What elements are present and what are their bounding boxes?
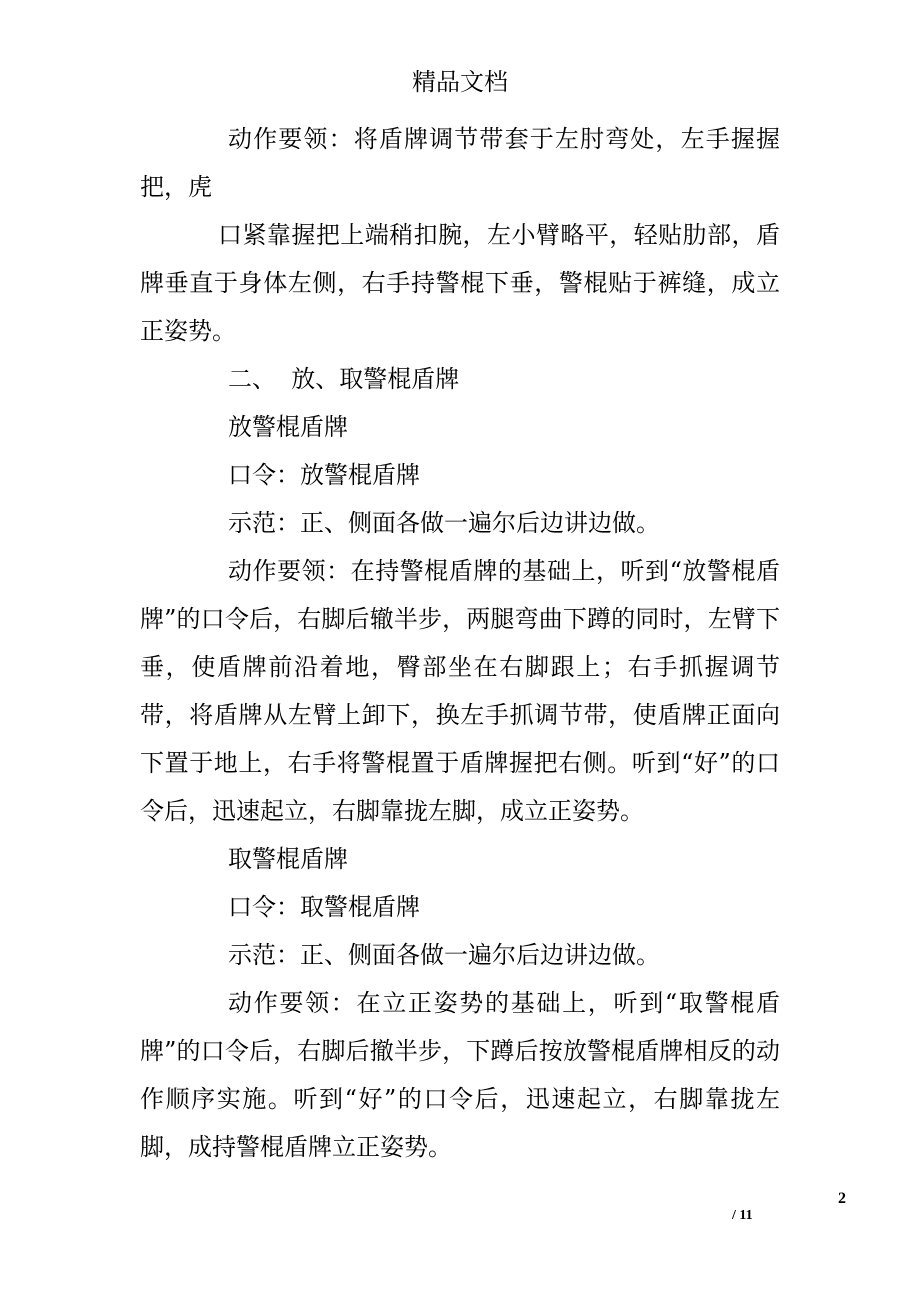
page-total: / 11 (732, 1208, 753, 1223)
demo-take: 示范：正、侧面各做一遍尔后边讲边做。 (228, 941, 660, 969)
command-place: 口令：放警棍盾牌 (228, 461, 420, 489)
paragraph-action-essentials-continued: 口紧靠握把上端稍扣腕，左小臂略平，轻贴肋部，盾牌垂直于身体左侧，右手持警棍下垂，警棍贴于裤缝，成立正姿势。 (140, 221, 780, 345)
section-heading: 二、 放、取警棍盾牌 (228, 365, 460, 393)
command-take: 口令：取警棍盾牌 (228, 893, 420, 921)
paragraph-take-essentials: 动作要领：在立正姿势的基础上，听到“取警棍盾牌”的口令后，右脚后撤半步，下蹲后按放警棍盾牌相反的动作顺序实施。听到“好”的口令后，迅速起立，右脚靠拢左脚，成持警棍盾牌立正姿势。 (140, 989, 780, 1161)
document-body (140, 115, 780, 1171)
page-header-title: 精品文档 (412, 68, 508, 96)
paragraph-place-essentials: 动作要领：在持警棍盾牌的基础上，听到“放警棍盾牌”的口令后，右脚后辙半步，两腿弯曲下蹲的同时，左臂下垂，使盾牌前沿着地，臀部坐在右脚跟上；右手抓握调节带，将盾牌从左臂上卸下，换左手抓调节带，使盾牌正面向下置于地上，右手将警棍置于盾牌握把右侧。听到“好”的口令后，迅速起立，右脚靠拢左脚，成立正姿势。 (140, 557, 780, 825)
subsection-title-place: 放警棍盾牌 (228, 413, 348, 441)
paragraph-action-essentials-1: 动作要领：将盾牌调节带套于左肘弯处，左手握握把，虎 (140, 125, 780, 201)
subsection-title-take: 取警棍盾牌 (228, 845, 348, 873)
page-number: 2 (838, 1190, 846, 1207)
demo-place: 示范：正、侧面各做一遍尔后边讲边做。 (228, 509, 660, 537)
